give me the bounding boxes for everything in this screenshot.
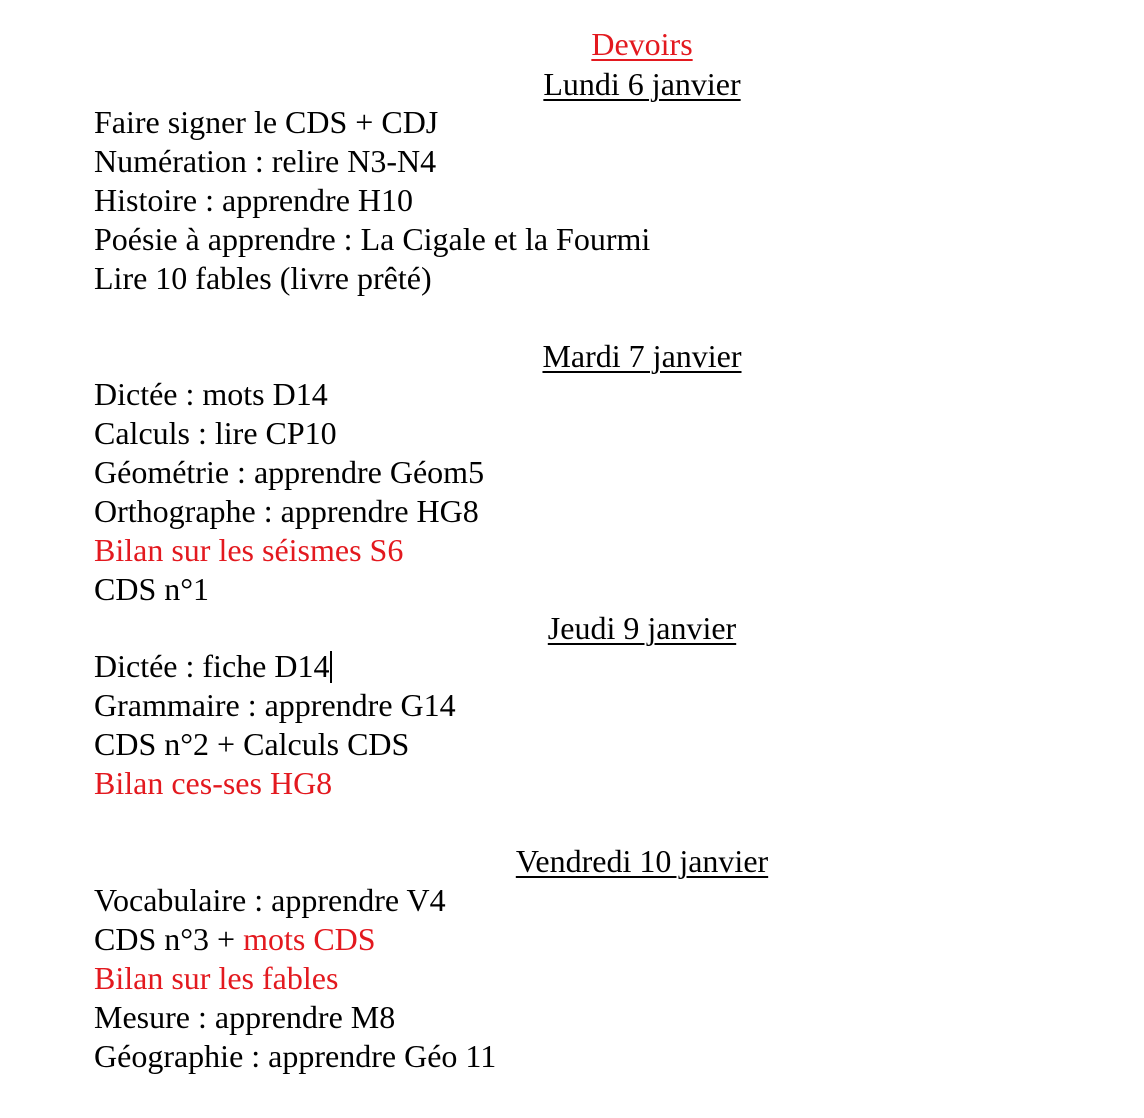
homework-line: Grammaire : apprendre G14 xyxy=(94,687,456,723)
homework-line-highlight: Bilan sur les fables xyxy=(94,960,339,996)
homework-line: CDS n°1 xyxy=(94,571,210,607)
homework-line-text: CDS n°3 + xyxy=(94,921,244,957)
homework-line: Mesure : apprendre M8 xyxy=(94,999,396,1035)
homework-line: Lire 10 fables (livre prêté) xyxy=(94,260,432,296)
homework-line: Calculs : lire CP10 xyxy=(94,415,337,451)
day-heading-vendredi: Vendredi 10 janvier xyxy=(515,843,769,879)
homework-line: Numération : relire N3-N4 xyxy=(94,143,437,179)
day-heading-mardi: Mardi 7 janvier xyxy=(542,338,742,374)
homework-line: Géographie : apprendre Géo 11 xyxy=(94,1038,497,1074)
homework-line: Dictée : mots D14 xyxy=(94,376,328,412)
homework-line: Histoire : apprendre H10 xyxy=(94,182,414,218)
homework-line-highlight: mots CDS xyxy=(243,921,376,957)
homework-line: Poésie à apprendre : La Cigale et la Fourmi xyxy=(94,221,651,257)
homework-line: Orthographe : apprendre HG8 xyxy=(94,493,479,529)
day-heading-jeudi: Jeudi 9 janvier xyxy=(547,610,737,646)
day-heading-lundi: Lundi 6 janvier xyxy=(543,66,741,102)
homework-line: CDS n°2 + Calculs CDS xyxy=(94,726,410,762)
homework-line-mixed xyxy=(94,920,376,958)
text-cursor xyxy=(330,651,332,683)
page-title: Devoirs xyxy=(591,26,693,62)
homework-line: Faire signer le CDS + CDJ xyxy=(94,104,439,140)
homework-line: Vocabulaire : apprendre V4 xyxy=(94,882,446,918)
homework-line-text: Dictée : fiche D14 xyxy=(94,648,330,684)
homework-line-highlight: Bilan ces-ses HG8 xyxy=(94,765,333,801)
homework-line-with-cursor[interactable] xyxy=(94,647,332,685)
homework-line: Géométrie : apprendre Géom5 xyxy=(94,454,485,490)
homework-line-highlight: Bilan sur les séismes S6 xyxy=(94,532,404,568)
